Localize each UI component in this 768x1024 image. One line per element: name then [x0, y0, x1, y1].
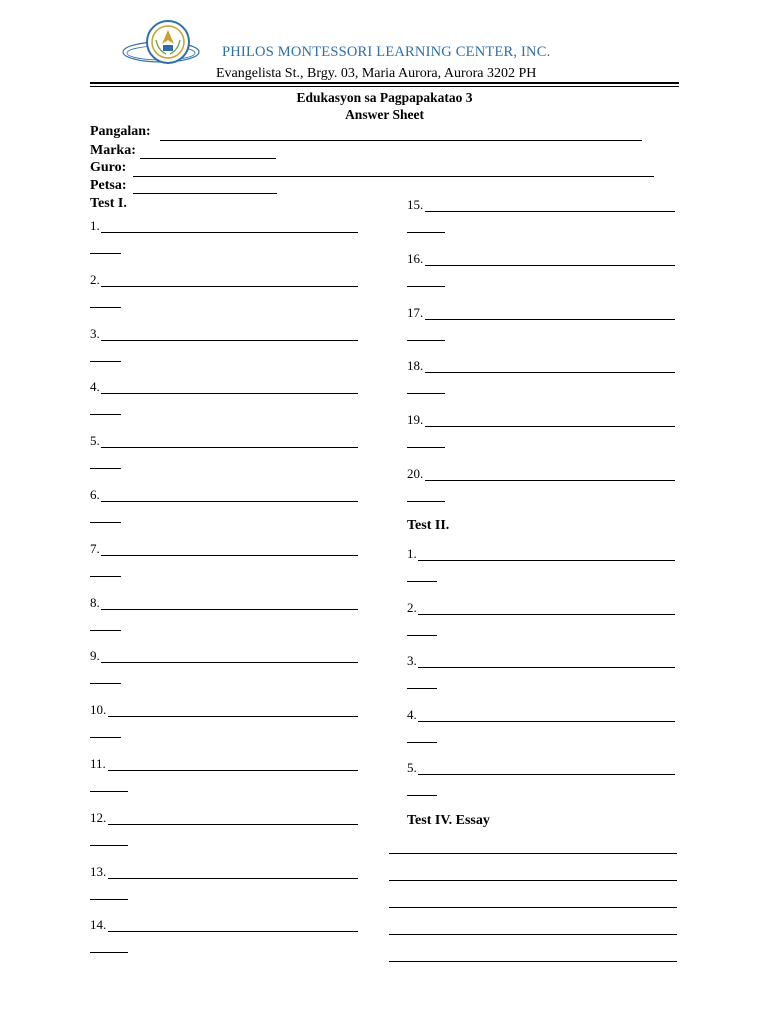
answer-line	[425, 372, 675, 373]
date-field[interactable]	[90, 178, 127, 194]
answer-line	[101, 662, 358, 663]
date-label: Petsa:	[90, 178, 127, 193]
name-label: Pangalan:	[90, 124, 151, 139]
item-number: 3.	[407, 653, 417, 668]
answer-line	[101, 501, 358, 502]
answer-line-tail	[407, 393, 445, 394]
item-number: 4.	[407, 706, 417, 722]
answer-line-tail	[407, 742, 437, 743]
item-number: 8.	[90, 594, 100, 610]
answer-line-tail	[90, 414, 121, 415]
item-number: 16.	[407, 250, 424, 266]
item-number: 7.	[90, 540, 100, 556]
answer-line-tail	[90, 899, 128, 900]
answer-line-tail	[407, 232, 445, 233]
essay-line[interactable]	[389, 853, 677, 854]
answer-line	[108, 824, 358, 825]
answer-line-tail	[407, 340, 445, 341]
answer-line-tail	[90, 737, 121, 738]
answer-line	[108, 770, 358, 771]
answer-line-tail	[90, 630, 121, 631]
item-number: 3.	[90, 325, 100, 341]
answer-line	[418, 774, 675, 775]
item-number: 9.	[90, 648, 100, 664]
item-number: 14.	[90, 917, 107, 933]
answer-line	[425, 211, 675, 212]
answer-line-tail	[407, 688, 437, 689]
score-field[interactable]	[90, 143, 136, 159]
answer-line	[418, 721, 675, 722]
answer-line	[425, 480, 675, 481]
item-number: 15.	[407, 197, 424, 212]
answer-line-tail	[407, 795, 437, 796]
answer-line-tail	[90, 791, 128, 792]
item-number: 18.	[407, 358, 424, 374]
essay-line[interactable]	[389, 961, 677, 962]
school-address: Evangelista St., Brgy. 03, Maria Aurora, Aurora 3202 PH	[216, 66, 537, 81]
score-line	[140, 158, 276, 159]
answer-line-tail	[90, 952, 128, 953]
item-number: 11.	[90, 756, 106, 771]
answer-line-tail	[407, 286, 445, 287]
header-rule	[90, 82, 679, 84]
item-number: 20.	[407, 466, 424, 481]
answer-line	[425, 426, 675, 427]
teacher-line	[133, 176, 654, 177]
date-line	[133, 193, 277, 194]
item-number: 6.	[90, 487, 100, 502]
header-rule-thin	[90, 86, 679, 87]
teacher-label: Guro:	[90, 160, 127, 175]
item-number: 12.	[90, 809, 107, 825]
answer-line-tail	[407, 501, 445, 502]
answer-line	[101, 232, 358, 233]
item-number: 1.	[407, 546, 417, 561]
answer-line	[425, 265, 675, 266]
item-number: 2.	[407, 599, 417, 615]
answer-line	[418, 614, 675, 615]
answer-line-tail	[90, 361, 121, 362]
answer-line-tail	[90, 253, 121, 254]
answer-line-tail	[407, 581, 437, 582]
answer-line	[425, 319, 675, 320]
item-number: 1.	[90, 218, 100, 233]
score-label: Marka:	[90, 143, 136, 158]
answer-line-tail	[407, 447, 445, 448]
test1-title: Test I.	[90, 196, 127, 211]
answer-line	[418, 667, 675, 668]
document-subject: Edukasyon sa Pagpapakatao 3	[296, 90, 473, 105]
teacher-field[interactable]	[90, 160, 126, 176]
item-number: 10.	[90, 702, 107, 718]
answer-line	[101, 393, 358, 394]
answer-line-tail	[90, 468, 121, 469]
school-seal-icon	[122, 18, 200, 70]
document-subtitle: Answer Sheet	[345, 107, 424, 122]
item-number: 2.	[90, 271, 100, 287]
answer-line-tail	[90, 576, 121, 577]
answer-line-tail	[90, 307, 121, 308]
answer-line-tail	[90, 683, 121, 684]
answer-line	[418, 560, 675, 561]
answer-line-tail	[90, 845, 128, 846]
answer-line	[101, 447, 358, 448]
answer-line	[101, 555, 358, 556]
answer-line-tail	[407, 635, 437, 636]
test4-title: Test IV. Essay	[407, 813, 490, 828]
essay-line[interactable]	[389, 880, 677, 881]
answer-line	[108, 878, 358, 879]
test2-title: Test II.	[407, 518, 450, 533]
item-number: 19.	[407, 412, 424, 428]
item-number: 4.	[90, 379, 100, 395]
answer-line	[101, 609, 358, 610]
item-number: 5.	[407, 760, 417, 775]
answer-line	[101, 340, 358, 341]
name-field[interactable]	[90, 124, 151, 140]
item-number: 17.	[407, 304, 424, 320]
essay-line[interactable]	[389, 934, 677, 935]
school-name: PHILOS MONTESSORI LEARNING CENTER, INC.	[222, 44, 551, 60]
answer-line	[108, 931, 358, 932]
item-number: 13.	[90, 863, 107, 879]
item-number: 5.	[90, 433, 100, 449]
name-line	[160, 140, 642, 141]
answer-line	[101, 286, 358, 287]
answer-line-tail	[90, 522, 121, 523]
answer-line	[108, 716, 358, 717]
essay-line[interactable]	[389, 907, 677, 908]
